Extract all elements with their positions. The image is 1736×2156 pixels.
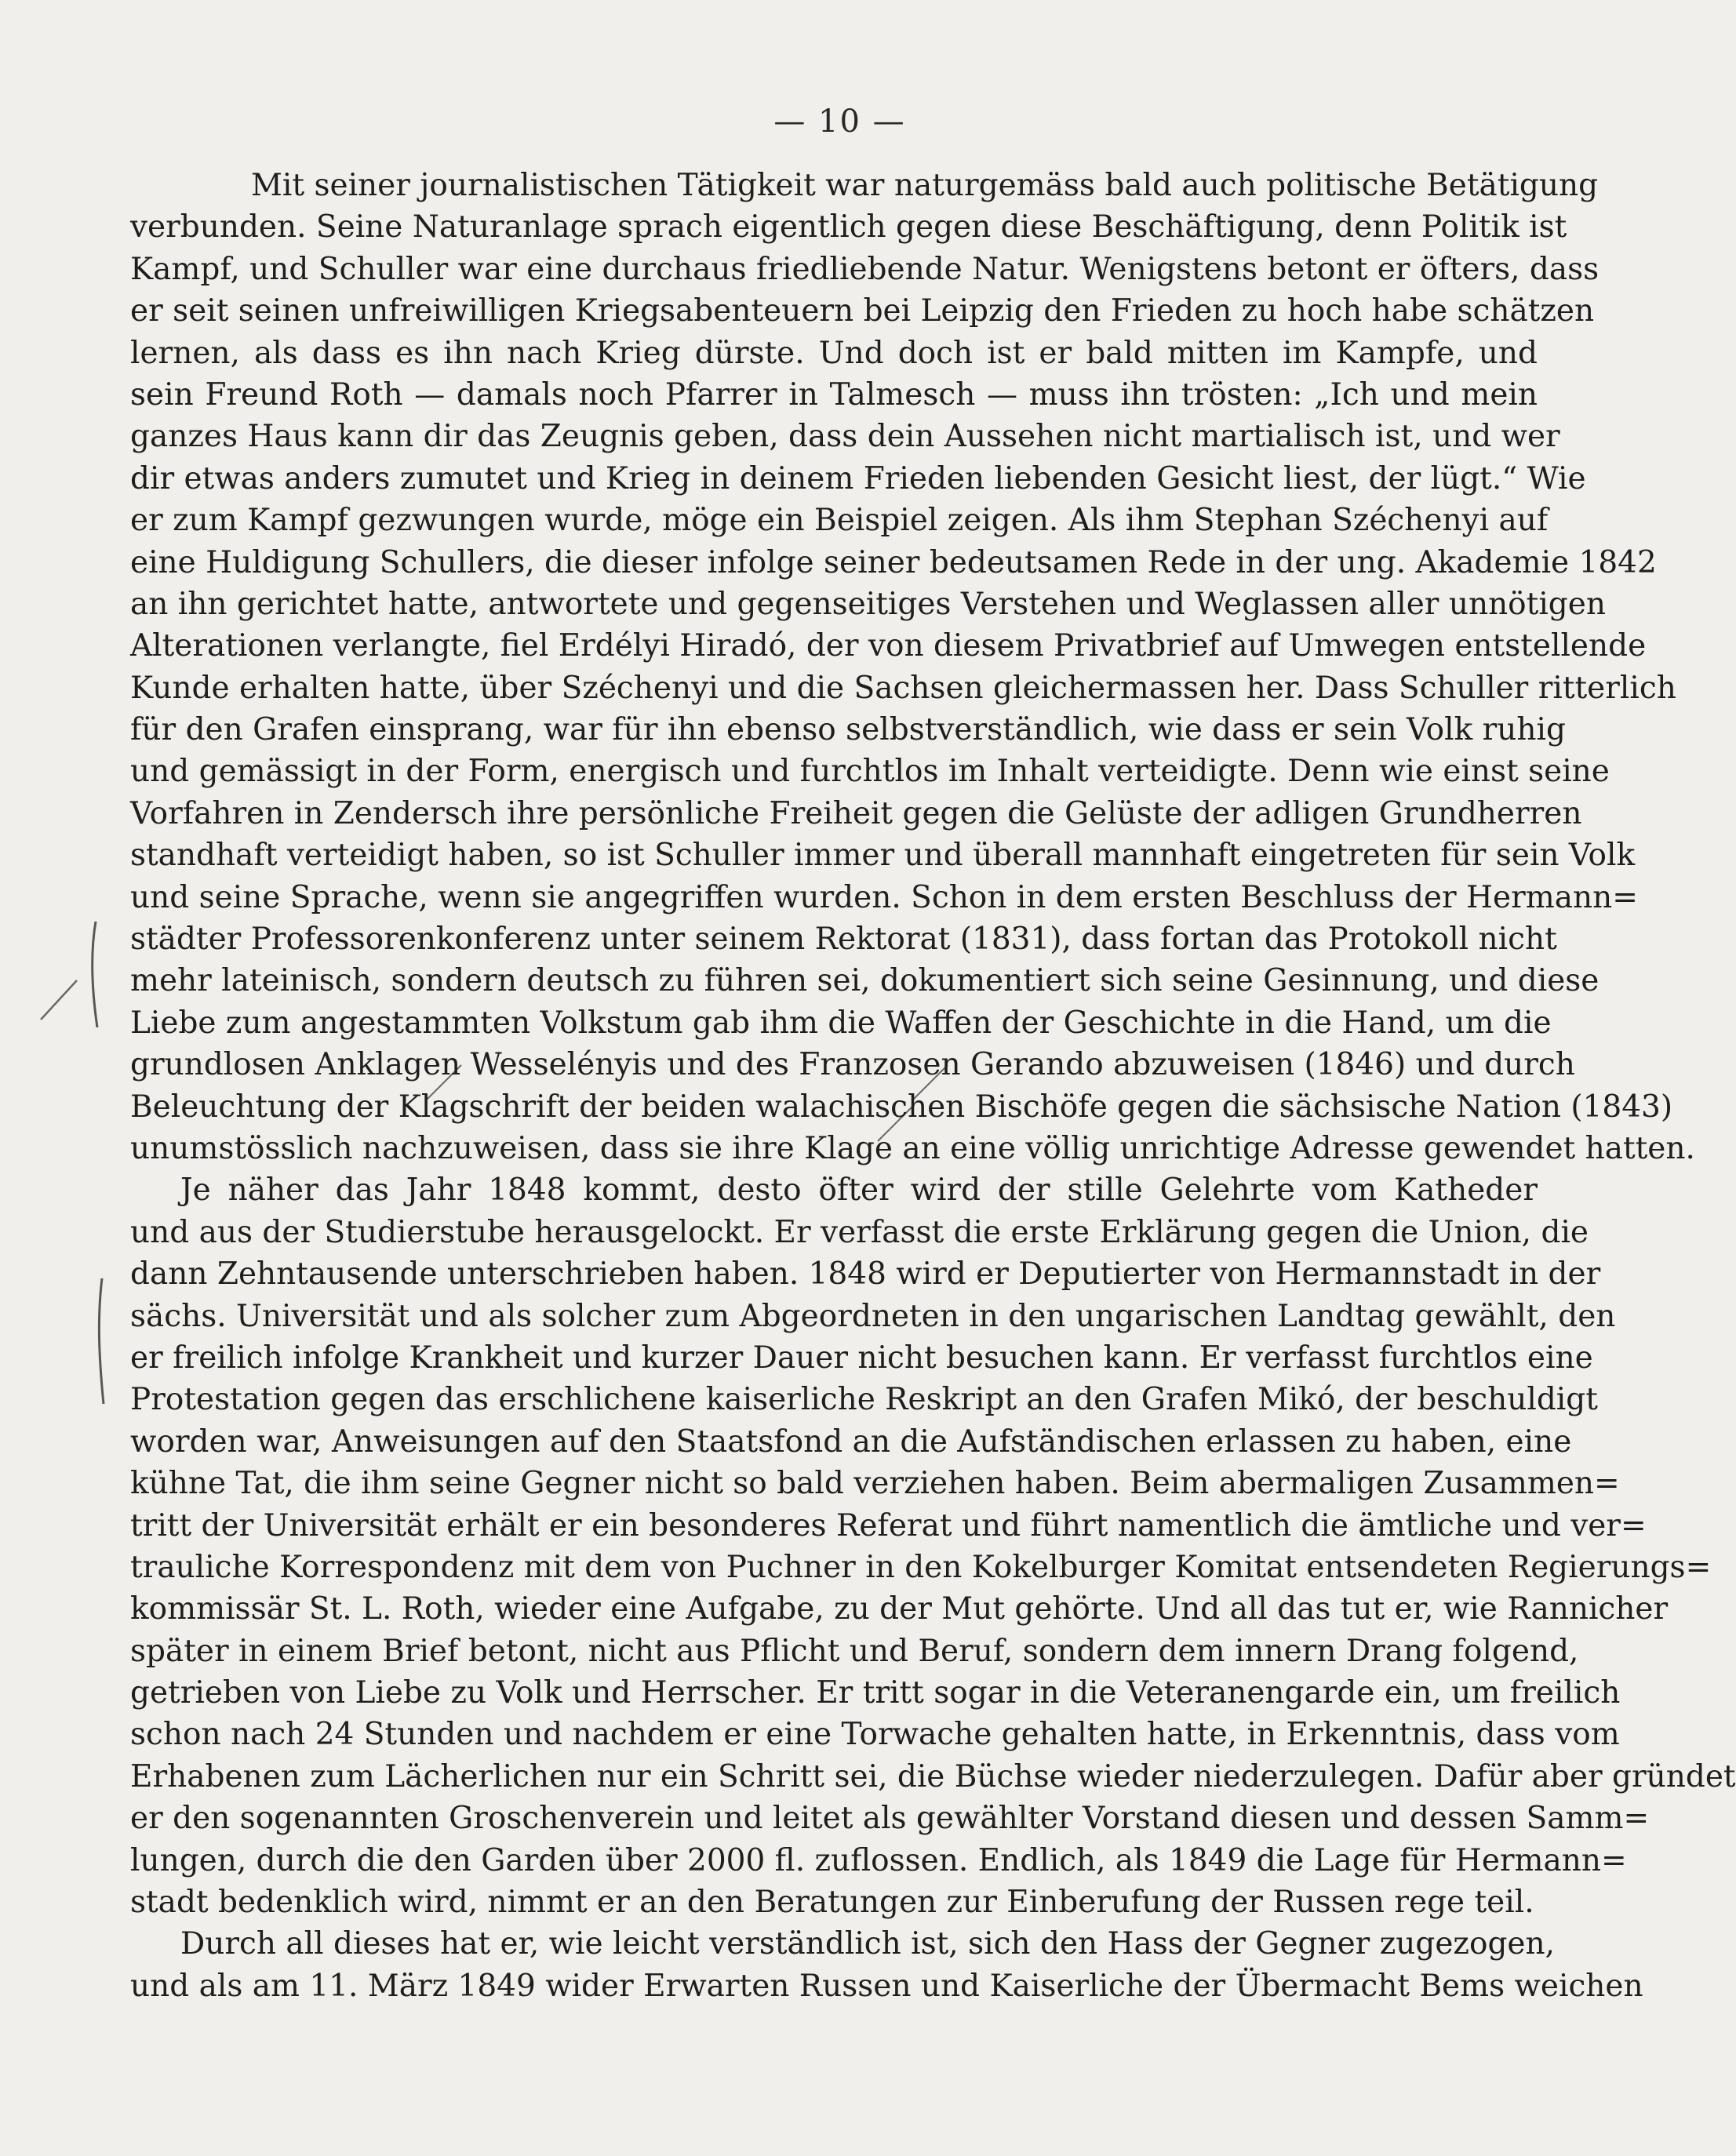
text-line: ganzes Haus kann dir das Zeugnis geben, dass dein Aussehen nicht martialisch ist, und wer [130, 419, 1560, 455]
text-line: und seine Sprache, wenn sie angegriffen wurden. Schon in dem ersten Beschluss der Hermann= [130, 879, 1638, 915]
text-line: lungen, durch die den Garden über 2000 fl. zuflossen. Endlich, als 1849 die Lage für Hermann= [130, 1842, 1627, 1878]
text-line: kühne Tat, die ihm seine Gegner nicht so bald verziehen haben. Beim abermaligen Zusammen= [130, 1466, 1620, 1502]
text-line: Erhabenen zum Lächerlichen nur ein Schritt sei, die Büchse wieder niederzulegen. Dafür aber gründet [130, 1758, 1736, 1794]
text-line: Kampf, und Schuller war eine durchaus friedliebende Natur. Wenigstens betont er öfters, dass [130, 251, 1600, 287]
text-line: Protestation gegen das erschlichene kaiserliche Reskript an den Grafen Mikó, der beschuldigt [130, 1382, 1598, 1418]
text-line: er zum Kampf gezwungen wurde, möge ein Beispiel zeigen. Als ihm Stephan Széchenyi auf [130, 503, 1549, 539]
text-line: Beleuchtung der Klagschrift der beiden walachischen Bischöfe gegen die sächsische Nation (1843) [130, 1089, 1673, 1125]
text-line: verbunden. Seine Naturanlage sprach eigentlich gegen diese Beschäftigung, denn Politik ist [130, 209, 1567, 245]
text-line: er den sogenannten Groschenverein und leitet als gewählter Vorstand diesen und dessen Samm= [130, 1801, 1650, 1837]
text-line: worden war, Anweisungen auf den Staatsfond an die Aufständischen erlassen zu haben, eine [130, 1423, 1572, 1460]
text-line: dir etwas anders zumutet und Krieg in deinem Frieden liebenden Gesicht liest, der lügt.“ Wie [130, 460, 1586, 496]
text-line: trauliche Korrespondenz mit dem von Puchner in den Kokelburger Komitat entsendeten Regierungs= [130, 1549, 1712, 1585]
text-line: Je näher das Jahr 1848 kommt, desto öfter wird der stille Gelehrte vom Katheder [180, 1173, 1538, 1209]
text-line: und gemässigt in der Form, energisch und furchtlos im Inhalt verteidigte. Denn wie einst seine [130, 754, 1610, 790]
text-line: er freilich infolge Krankheit und kurzer Dauer nicht besuchen kann. Er verfasst furchtlos eine [130, 1340, 1593, 1376]
text-line: stadt bedenklich wird, nimmt er an den Beratungen zur Einberufung der Russen rege teil. [130, 1885, 1534, 1921]
text-line: sächs. Universität und als solcher zum Abgeordneten in den ungarischen Landtag gewählt, den [130, 1298, 1616, 1334]
text-line: sein Freund Roth — damals noch Pfarrer in Talmesch — muss ihn trösten: „Ich und mein [130, 376, 1538, 413]
text-line: für den Grafen einsprang, war für ihn ebenso selbstverständlich, wie dass er sein Volk ruhig [130, 712, 1566, 748]
page-number: — 10 — [773, 104, 906, 140]
text-line: unumstösslich nachzuweisen, dass sie ihre Klage an eine völlig unrichtige Adresse gewendet hatten. [130, 1130, 1695, 1166]
text-line: Durch all dieses hat er, wie leicht verständlich ist, sich den Hass der Gegner zugezogen, [180, 1926, 1556, 1962]
text-line: Kunde erhalten hatte, über Széchenyi und die Sachsen gleichermassen her. Dass Schuller ritterlich [130, 670, 1676, 706]
text-line: später in einem Brief betont, nicht aus Pflicht und Beruf, sondern dem innern Drang folgend, [130, 1633, 1579, 1669]
body-text [130, 165, 1736, 2007]
text-line: kommissär St. L. Roth, wieder eine Aufgabe, zu der Mut gehörte. Und all das tut er, wie Rannicher [130, 1591, 1669, 1627]
text-line: städter Professorenkonferenz unter seinem Rektorat (1831), dass fortan das Protokoll nicht [130, 922, 1557, 958]
text-line: getrieben von Liebe zu Volk und Herrscher. Er tritt sogar in die Veteranengarde ein, um freilich [130, 1675, 1621, 1711]
margin-pencil-mark-lower [86, 1271, 118, 1412]
text-line: und als am 11. März 1849 wider Erwarten Russen und Kaiserliche der Übermacht Bems weichen [130, 1968, 1643, 2004]
text-line: er seit seinen unfreiwilligen Kriegsabenteuern bei Leipzig den Frieden zu hoch habe schätzen [130, 293, 1595, 329]
text-line: standhaft verteidigt haben, so ist Schuller immer und überall mannhaft eingetreten für sein Volk [130, 838, 1636, 874]
text-line: an ihn gerichtet hatte, antwortete und gegenseitiges Verstehen und Weglassen aller unnötigen [130, 586, 1606, 622]
text-line: und aus der Studierstube herausgelockt. Er verfasst die erste Erklärung gegen die Union, die [130, 1214, 1589, 1250]
text-line: mehr lateinisch, sondern deutsch zu führen sei, dokumentiert sich seine Gesinnung, und diese [130, 963, 1600, 999]
text-line: tritt der Universität erhält er ein besonderes Referat und führt namentlich die ämtliche und ver= [130, 1507, 1647, 1543]
text-line: grundlosen Anklagen Wesselényis und des Franzosen Gerando abzuweisen (1846) und durch [130, 1047, 1575, 1083]
margin-pencil-mark-upper [16, 910, 110, 1043]
text-line: Vorfahren in Zendersch ihre persönliche Freiheit gegen die Gelüste der adligen Grundherren [130, 795, 1582, 831]
text-line: Mit seiner journalistischen Tätigkeit war naturgemäss bald auch politische Betätigung [251, 168, 1599, 203]
text-line: lernen, als dass es ihn nach Krieg dürste. Und doch ist er bald mitten im Kampfe, und [130, 335, 1538, 371]
text-line: Liebe zum angestammten Volkstum gab ihm die Waffen der Geschichte in die Hand, um die [130, 1005, 1552, 1041]
text-line: eine Huldigung Schullers, die dieser infolge seiner bedeutsamen Rede in der ung. Akademie 1842 [130, 544, 1657, 580]
text-line: Alterationen verlangte, fiel Erdélyi Hiradó, der von diesem Privatbrief auf Umwegen entstellende [130, 628, 1647, 664]
text-line: schon nach 24 Stunden und nachdem er eine Torwache gehalten hatte, in Erkenntnis, dass vom [130, 1717, 1620, 1753]
text-line: dann Zehntausende unterschrieben haben. 1848 wird er Deputierter von Hermannstadt in der [130, 1256, 1601, 1293]
